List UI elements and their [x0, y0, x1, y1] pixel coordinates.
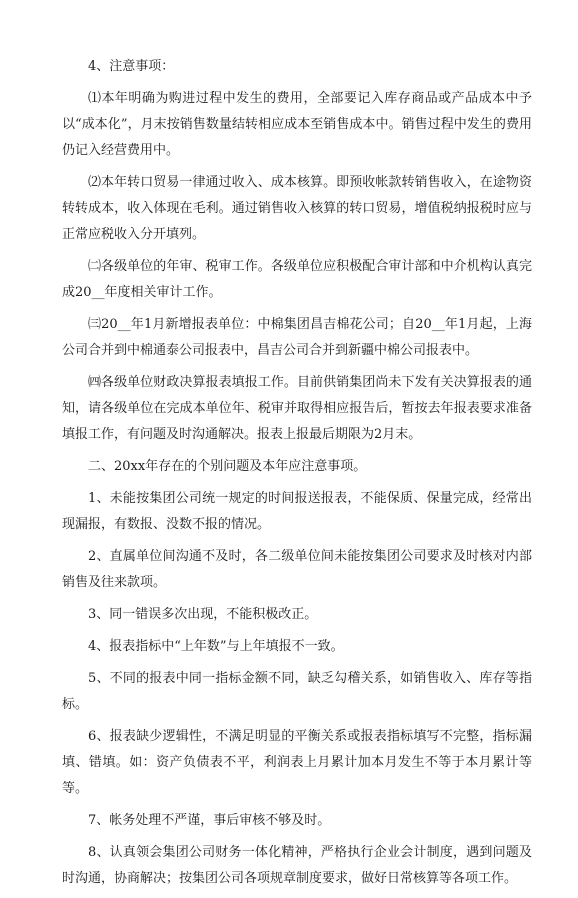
paragraph-issue-5: 5、不同的报表中同一指标金额不同，缺乏勾稽关系，如销售收入、库存等指标。 — [62, 671, 532, 712]
document-page — [62, 54, 532, 898]
paragraph-note-1: ⑴本年明确为购进过程中发生的费用，全部要记入库存商品或产品成本中予以“成本化”，月末按销售数量结转相应成本至销售成本中。销售过程中发生的费用仍记入经营费用中。 — [62, 91, 532, 158]
paragraph-new-units: ㈢20__年1月新增报表单位：中棉集团昌吉棉花公司；自20__年1月起，上海公司合并到中棉通泰公司报表中，昌吉公司合并到新疆中棉公司报表中。 — [62, 317, 532, 358]
paragraph-section-two-heading: 二、20xx年存在的个别问题及本年应注意事项。 — [88, 459, 367, 474]
paragraph-issue-8: 8、认真领会集团公司财务一体化精神，严格执行企业会计制度，遇到问题及时沟通，协商解决；按集团公司各项规章制度要求，做好日常核算等各项工作。 — [62, 845, 532, 886]
paragraph-final-reports: ㈣各级单位财政决算报表填报工作。目前供销集团尚未下发有关决算报表的通知，请各级单位在完成本单位年、税审并取得相应报告后，暂按去年报表要求准备填报工作，有问题及时沟通解决。报表上报最后期限为2月末。 — [62, 375, 532, 442]
paragraph-notes-heading: 4、注意事项： — [88, 59, 175, 74]
paragraph-issue-3: 3、同一错误多次出现，不能积极改正。 — [88, 607, 318, 622]
paragraph-issue-1: 1、未能按集团公司统一规定的时间报送报表，不能保质、保量完成，经常出现漏报，有数报、没数不报的情况。 — [62, 491, 532, 532]
paragraph-audit-work: ㈡各级单位的年审、税审工作。各级单位应积极配合审计部和中介机构认真完成20__年度相关审计工作。 — [62, 259, 532, 300]
paragraph-note-2: ⑵本年转口贸易一律通过收入、成本核算。即预收帐款转销售收入，在途物资转转成本，收入体现在毛利。通过销售收入核算的转口贸易，增值税纳报税时应与正常应税收入分开填列。 — [62, 175, 532, 242]
paragraph-issue-2: 2、直属单位间沟通不及时，各二级单位间未能按集团公司要求及时核对内部销售及往来款项。 — [62, 549, 532, 590]
paragraph-issue-7: 7、帐务处理不严谨，事后审核不够及时。 — [88, 813, 331, 828]
paragraph-issue-6: 6、报表缺少逻辑性，不满足明显的平衡关系或报表指标填写不完整，指标漏填、错填。如：资产负债表不平，利润表上月累计加本月发生不等于本月累计等等。 — [62, 729, 532, 796]
paragraph-issue-4: 4、报表指标中“上年数”与上年填报不一致。 — [88, 639, 344, 654]
